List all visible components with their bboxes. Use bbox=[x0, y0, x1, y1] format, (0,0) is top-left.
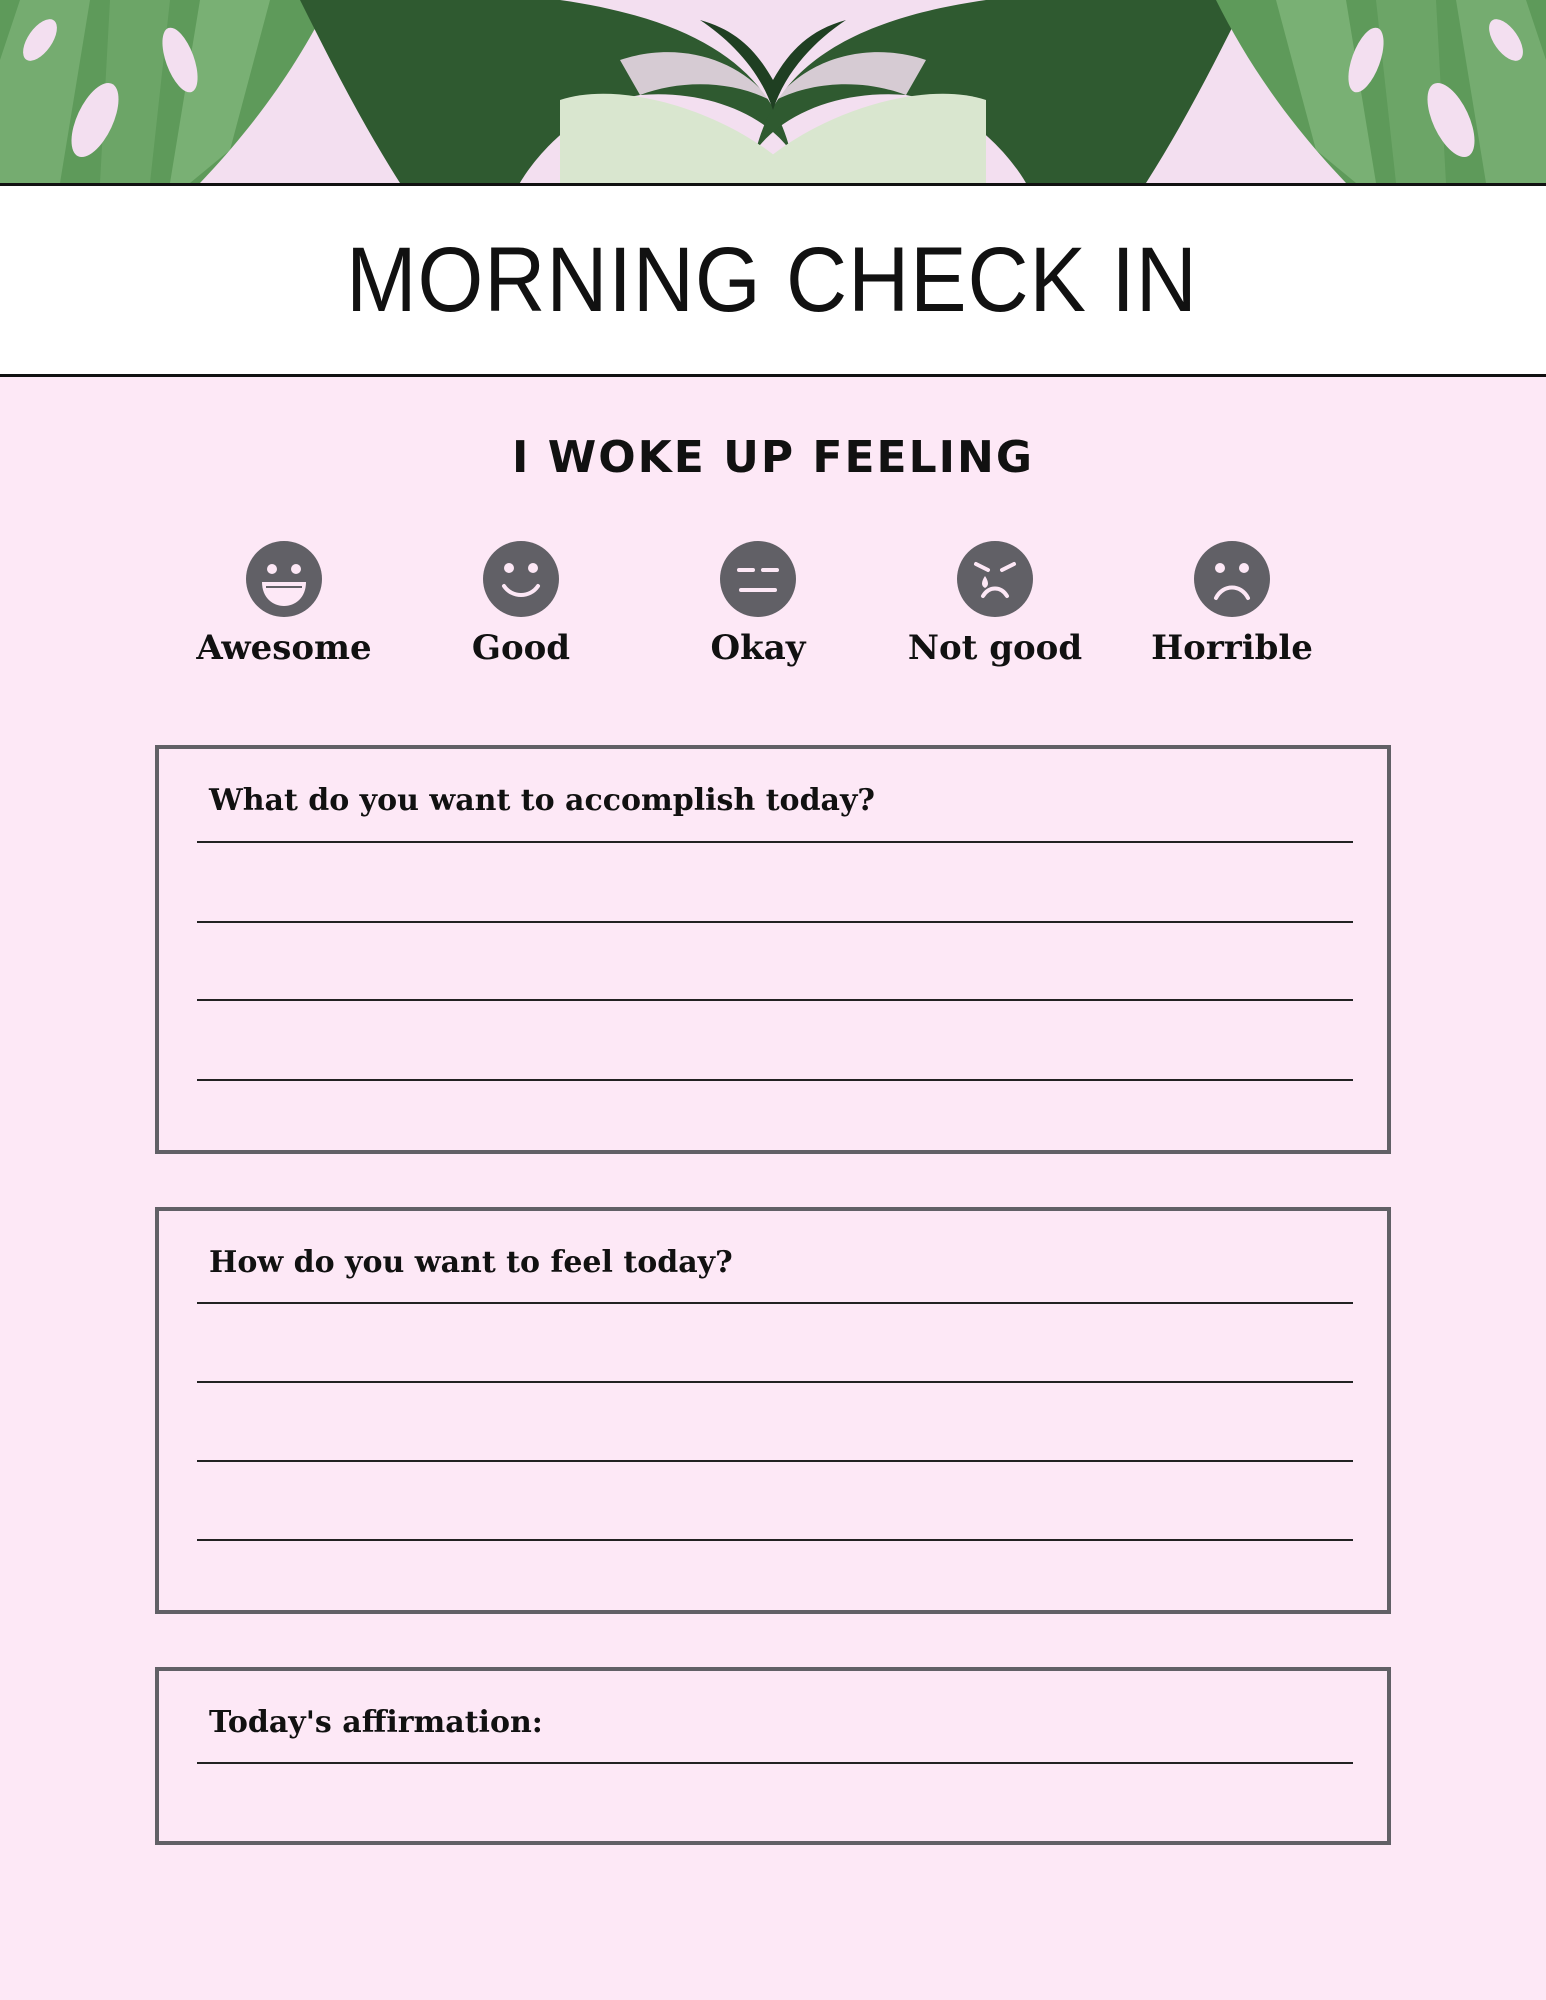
feel-box bbox=[155, 1207, 1391, 1614]
writing-line[interactable] bbox=[197, 1539, 1353, 1541]
neutral-face-icon bbox=[719, 540, 797, 618]
mood-options bbox=[184, 540, 1332, 680]
mood-label: Not good bbox=[907, 628, 1083, 668]
affirmation-prompt: Today's affirmation: bbox=[209, 1705, 543, 1740]
writing-line[interactable] bbox=[197, 1460, 1353, 1462]
mood-option-horrible[interactable] bbox=[1132, 540, 1332, 680]
laughing-face-icon bbox=[245, 540, 323, 618]
title-bar bbox=[0, 183, 1546, 377]
crying-face-icon bbox=[956, 540, 1034, 618]
page-title: MORNING CHECK IN bbox=[346, 228, 1198, 331]
writing-line[interactable] bbox=[197, 1381, 1353, 1383]
writing-line[interactable] bbox=[197, 921, 1353, 923]
affirmation-box bbox=[155, 1667, 1391, 1845]
mood-label: Good bbox=[471, 628, 571, 668]
writing-line[interactable] bbox=[197, 841, 1353, 843]
frowning-face-icon bbox=[1193, 540, 1271, 618]
accomplish-box bbox=[155, 745, 1391, 1154]
mood-option-okay[interactable] bbox=[658, 540, 858, 680]
writing-line[interactable] bbox=[197, 1079, 1353, 1081]
feel-prompt: How do you want to feel today? bbox=[209, 1245, 733, 1280]
mood-label: Okay bbox=[710, 628, 806, 668]
accomplish-prompt: What do you want to accomplish today? bbox=[209, 783, 875, 818]
mood-option-awesome[interactable] bbox=[184, 540, 384, 680]
mood-label: Awesome bbox=[196, 628, 372, 668]
smiling-face-icon bbox=[482, 540, 560, 618]
writing-line[interactable] bbox=[197, 1302, 1353, 1304]
mood-option-not-good[interactable] bbox=[895, 540, 1095, 680]
writing-line[interactable] bbox=[197, 1762, 1353, 1764]
mood-option-good[interactable] bbox=[421, 540, 621, 680]
leaf-banner-image bbox=[0, 0, 1546, 183]
writing-line[interactable] bbox=[197, 999, 1353, 1001]
mood-heading: I WOKE UP FEELING bbox=[512, 432, 1034, 483]
mood-label: Horrible bbox=[1151, 628, 1313, 668]
